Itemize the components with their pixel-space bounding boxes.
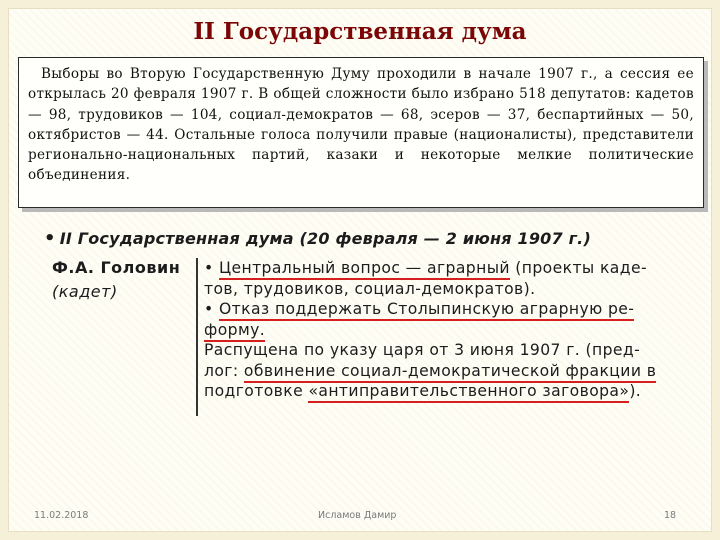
textbook-line [204, 299, 684, 320]
vertical-divider [196, 258, 198, 416]
textbook-excerpt [44, 228, 684, 428]
textbook-line [204, 258, 684, 279]
underlined-text: обвинение социал-демократической фракции в [244, 362, 656, 383]
chairman-name: Ф.А. Головин [52, 258, 181, 277]
footer-date: 11.02.2018 [34, 510, 89, 521]
underlined-text: «антиправительственного заговора» [308, 382, 629, 403]
line-text: • [204, 259, 219, 277]
textbook-line [204, 381, 684, 402]
bullet-icon: • [44, 228, 56, 249]
textbook-line [204, 279, 684, 300]
footer-page-number: 18 [664, 510, 677, 521]
footer-author: Исламов Дамир [318, 510, 397, 521]
line-text: (проекты каде- [509, 259, 647, 277]
textbook-heading-text: II Государственная дума (20 февраля — 2 июня 1907 г.) [59, 229, 591, 248]
line-text: Распущена по указу царя от 3 июня 1907 г. (пред- [204, 341, 641, 359]
textbook-lines [204, 258, 684, 402]
underlined-text: Отказ поддержать Столыпинскую аграрную ре- [219, 300, 634, 321]
line-text: ). [629, 382, 642, 400]
intro-text-box: Выборы во Вторую Государственную Думу проходили в начале 1907 г., а сессия ее открылась 20 февраля 1907 г. В общей сложности было избрано 518 депутатов: кадетов — 98, трудовиков — 104, социал-демократов — 68, эсеров — 37, беспартийных — 50, октябристов — 44. Остальные голоса получили правые (националисты), представители регионально-национальных партий, казаки и некоторые мелкие политические объединения. [18, 57, 704, 208]
slide-title: II Государственная дума [193, 18, 527, 45]
underlined-text: форму. [204, 321, 265, 342]
line-text: лог: [204, 361, 244, 380]
textbook-line [204, 340, 684, 361]
textbook-line [204, 361, 684, 382]
textbook-line [204, 320, 684, 341]
chairman-party: (кадет) [52, 282, 118, 301]
textbook-heading [44, 228, 591, 249]
line-text: • [204, 300, 219, 318]
line-text: подготовке [204, 382, 309, 400]
line-text: тов, трудовиков, социал-демократов). [204, 279, 536, 298]
underlined-text: Центральный вопрос — аграрный [219, 259, 510, 280]
